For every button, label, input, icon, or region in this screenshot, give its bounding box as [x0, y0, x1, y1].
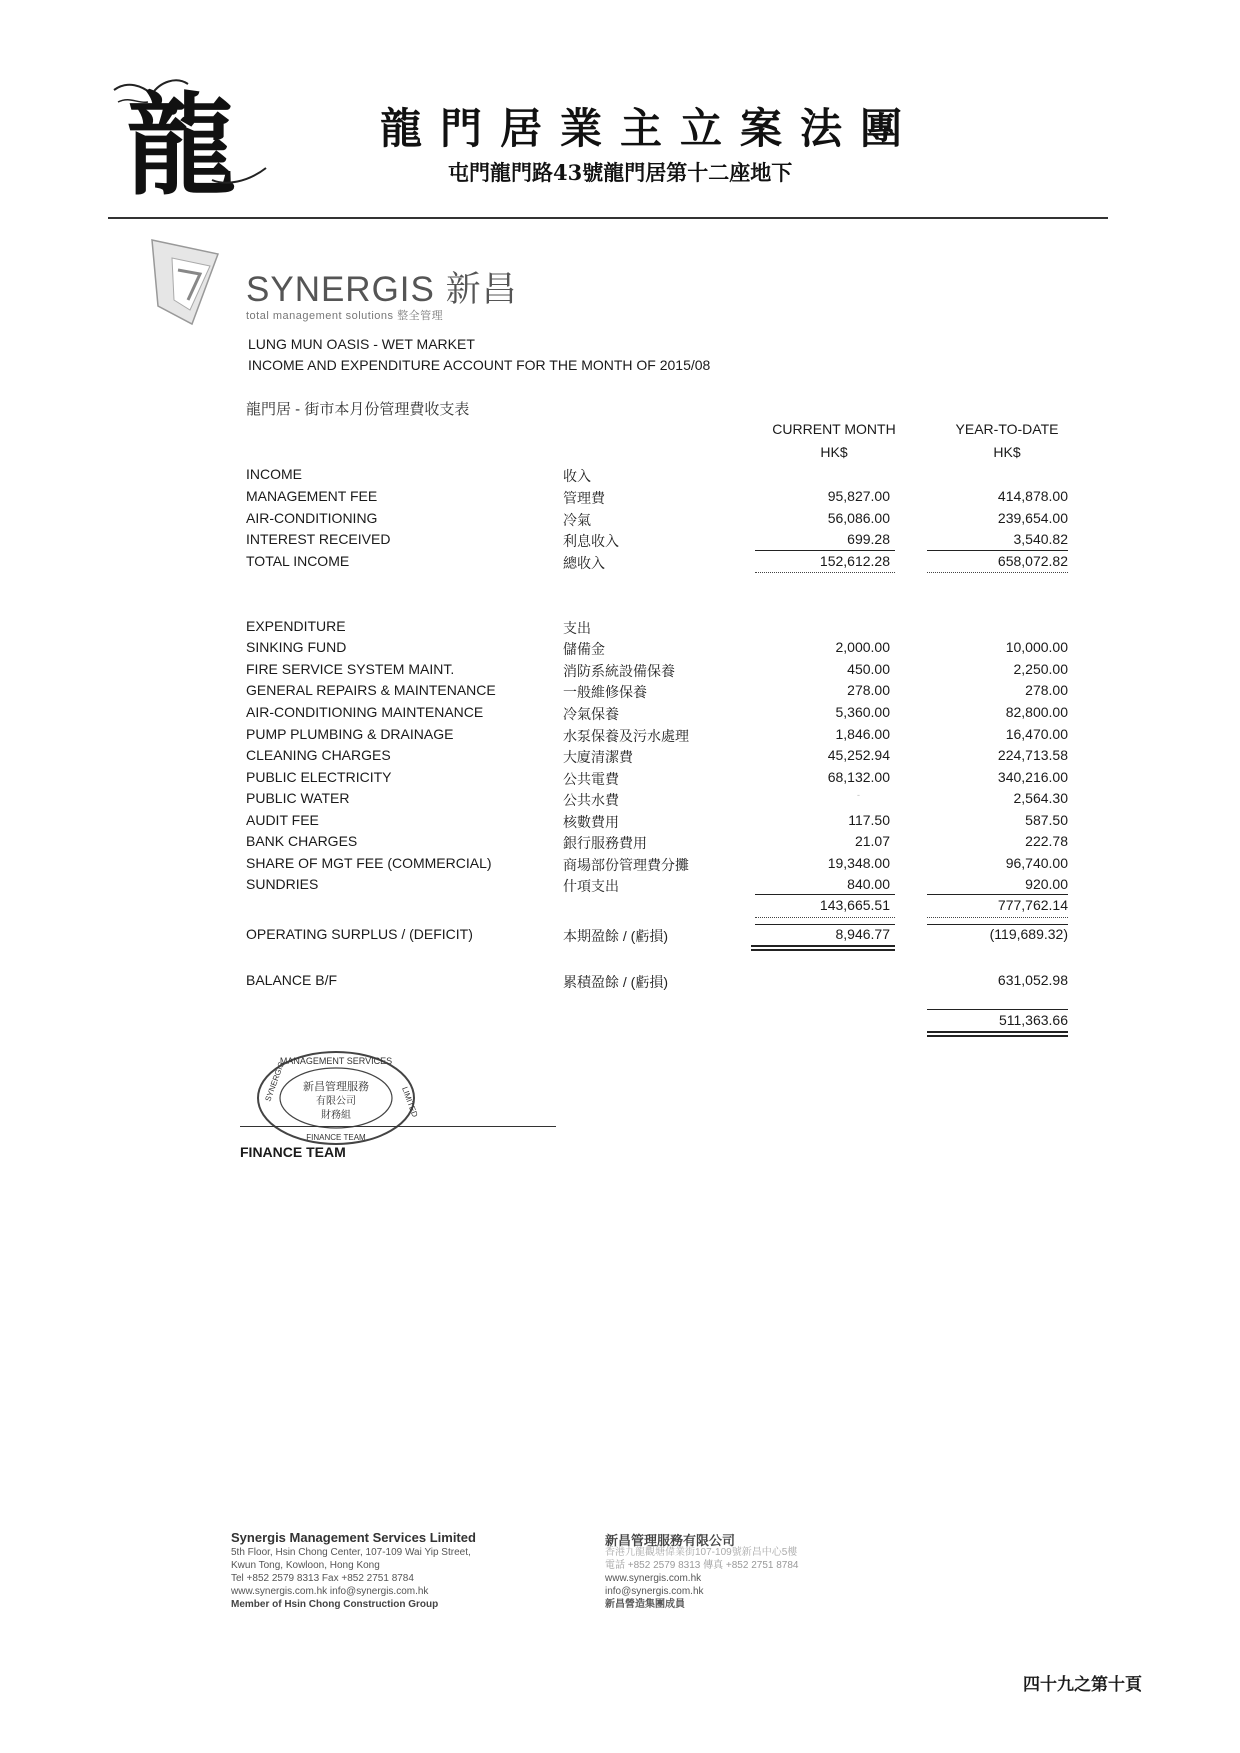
- corporation-address: 屯門龍門路43號龍門居第十二座地下: [448, 160, 793, 185]
- row-current-month: 45,252.94: [827, 747, 890, 763]
- surplus-row: [0, 926, 1240, 947]
- subtotal-rule-ytd: [927, 550, 1068, 551]
- col-current-month-header: CURRENT MONTH: [772, 421, 896, 437]
- table-row: [0, 855, 1240, 876]
- row-label: PUBLIC WATER: [246, 790, 350, 806]
- total-income-row: [0, 553, 1240, 574]
- stamp-ring-left: SYNERGIS: [263, 1060, 287, 1103]
- total-dotted-rule-current: [755, 917, 895, 918]
- row-current-month: 1,846.00: [835, 726, 890, 742]
- row-label: MANAGEMENT FEE: [246, 488, 378, 504]
- footer-email-zh: info@synergis.com.hk: [605, 1586, 704, 1597]
- total-expenditure-current-month: 143,665.51: [819, 897, 890, 913]
- row-ytd: 224,713.58: [997, 747, 1068, 763]
- table-row: [0, 747, 1240, 768]
- balance-bf-label-zh: 累積盈餘 / (虧損): [563, 974, 668, 990]
- footer-company-en: Synergis Management Services Limited: [231, 1530, 476, 1545]
- row-label: BANK CHARGES: [246, 833, 358, 849]
- surplus-current-month: 8,946.77: [835, 926, 890, 942]
- table-row: [0, 531, 1240, 552]
- surplus-ytd: (119,689.32): [989, 926, 1068, 942]
- table-row: [0, 661, 1240, 682]
- row-label-zh: 公共水費: [563, 792, 619, 808]
- balance-bf-ytd: 631,052.98: [997, 972, 1068, 988]
- row-current-month: 56,086.00: [827, 510, 890, 526]
- row-label: SHARE OF MGT FEE (COMMERCIAL): [246, 855, 492, 871]
- surplus-label-zh: 本期盈餘 / (虧損): [563, 928, 668, 944]
- expenditure-heading: EXPENDITURE: [246, 618, 346, 634]
- row-current-month: -: [857, 790, 860, 800]
- row-ytd: 920.00: [1025, 876, 1068, 892]
- row-current-month: 699.28: [847, 531, 890, 547]
- surplus-double-rule-2: [751, 949, 895, 951]
- row-label: FIRE SERVICE SYSTEM MAINT.: [246, 661, 455, 677]
- balance-bf-label: BALANCE B/F: [246, 972, 338, 988]
- row-label-zh: 商場部份管理費分攤: [563, 857, 689, 873]
- footer-web-en: www.synergis.com.hk info@synergis.com.hk: [231, 1586, 429, 1597]
- row-ytd: 10,000.00: [1005, 639, 1068, 655]
- row-current-month: 2,000.00: [835, 639, 890, 655]
- total-expenditure-ytd: 777,762.14: [997, 897, 1068, 913]
- row-label-zh: 核數費用: [563, 814, 619, 830]
- income-heading-row: [0, 466, 1240, 487]
- row-label-zh: 管理費: [563, 490, 605, 506]
- footer-member-zh: 新昌營造集團成員: [605, 1599, 685, 1610]
- stamp-ring-bottom: FINANCE TEAM: [306, 1133, 366, 1142]
- income-heading: INCOME: [246, 466, 302, 482]
- row-current-month: 5,360.00: [835, 704, 890, 720]
- synergis-tagline: total management solutions 整全管理: [246, 310, 444, 322]
- total-income-ytd: 658,072.82: [997, 553, 1068, 569]
- surplus-top-rule-current: [755, 924, 895, 925]
- surplus-label: OPERATING SURPLUS / (DEFICIT): [246, 926, 473, 942]
- balance-cf-top-rule: [927, 1009, 1068, 1010]
- stamp-center-1: 新昌管理服務: [303, 1080, 369, 1093]
- signature-label: FINANCE TEAM: [240, 1144, 346, 1160]
- stamp-ring-right: LIMITED: [400, 1085, 420, 1119]
- report-entity: LUNG MUN OASIS - WET MARKET: [248, 336, 475, 352]
- row-ytd: 96,740.00: [1005, 855, 1068, 871]
- row-label-zh: 冷氣保養: [563, 706, 619, 722]
- table-row: [0, 639, 1240, 660]
- stamp-center-2: 有限公司: [316, 1096, 356, 1107]
- footer-address-zh: 香港九龍觀塘偉業街107-109號新昌中心5樓: [605, 1547, 798, 1558]
- expenditure-heading-row: [0, 618, 1240, 639]
- expenditure-heading-zh: 支出: [563, 620, 591, 636]
- footer-web-zh: www.synergis.com.hk: [605, 1573, 702, 1584]
- row-label: AIR-CONDITIONING MAINTENANCE: [246, 704, 484, 720]
- col-current-month-currency: HK$: [820, 444, 848, 460]
- surplus-top-rule-ytd: [927, 924, 1068, 925]
- row-label: PUBLIC ELECTRICITY: [246, 769, 392, 785]
- table-row: [0, 790, 1240, 811]
- subtotal-rule-ytd: [927, 894, 1068, 895]
- row-ytd: 2,250.00: [1013, 661, 1068, 677]
- row-label: SINKING FUND: [246, 639, 347, 655]
- table-row: [0, 726, 1240, 747]
- row-current-month: 840.00: [847, 876, 890, 892]
- row-current-month: 117.50: [848, 812, 890, 828]
- total-dotted-rule-ytd: [927, 917, 1068, 918]
- dragon-logo-icon: [108, 72, 273, 210]
- total-income-current-month: 152,612.28: [819, 553, 890, 569]
- row-label: INTEREST RECEIVED: [246, 531, 391, 547]
- company-stamp: [256, 1048, 420, 1148]
- subtotal-rule-current: [755, 550, 895, 551]
- row-current-month: 278.00: [847, 682, 890, 698]
- table-row: [0, 488, 1240, 509]
- row-ytd: 587.50: [1025, 812, 1068, 828]
- footer-member-en: Member of Hsin Chong Construction Group: [231, 1599, 439, 1610]
- subtotal-rule-current: [755, 894, 895, 895]
- row-ytd: 16,470.00: [1005, 726, 1068, 742]
- stamp-ring-top: MANAGEMENT SERVICES: [279, 1056, 393, 1066]
- footer-phone-en: Tel +852 2579 8313 Fax +852 2751 8784: [231, 1573, 414, 1584]
- row-label: GENERAL REPAIRS & MAINTENANCE: [246, 682, 496, 698]
- balance-bf-row: [0, 972, 1240, 993]
- synergis-wordmark: SYNERGIS 新昌: [246, 270, 518, 309]
- row-label-zh: 銀行服務費用: [563, 835, 647, 851]
- row-label: CLEANING CHARGES: [246, 747, 391, 763]
- row-ytd: 278.00: [1025, 682, 1068, 698]
- footer-company-zh: 新昌管理服務有限公司: [605, 1533, 736, 1548]
- row-label-zh: 儲備金: [563, 641, 605, 657]
- row-label-zh: 冷氣: [563, 512, 591, 528]
- header-divider: [108, 217, 1108, 219]
- row-ytd: 340,216.00: [997, 769, 1068, 785]
- row-label-zh: 大廈清潔費: [563, 749, 633, 765]
- table-row: [0, 510, 1240, 531]
- col-ytd-header: YEAR-TO-DATE: [955, 421, 1059, 437]
- row-current-month: 95,827.00: [827, 488, 890, 504]
- row-ytd: 82,800.00: [1005, 704, 1068, 720]
- row-label: AUDIT FEE: [246, 812, 319, 828]
- row-current-month: 21.07: [854, 833, 890, 849]
- row-label-zh: 利息收入: [563, 533, 619, 549]
- row-ytd: 3,540.82: [1013, 531, 1068, 547]
- balance-cf-row: [0, 1012, 1240, 1033]
- row-label-zh: 公共電費: [563, 771, 619, 787]
- row-label: AIR-CONDITIONING: [246, 510, 378, 526]
- row-current-month: 68,132.00: [827, 769, 890, 785]
- row-label: PUMP PLUMBING & DRAINAGE: [246, 726, 454, 742]
- balance-cf-ytd: 511,363.66: [998, 1012, 1068, 1028]
- footer-address-en-1: 5th Floor, Hsin Chong Center, 107-109 Wai Yip Street,: [231, 1547, 471, 1558]
- table-row: [0, 769, 1240, 790]
- row-current-month: 450.00: [847, 661, 890, 677]
- row-ytd: 414,878.00: [997, 488, 1068, 504]
- stamp-center-3: 財務組: [321, 1110, 351, 1121]
- row-label: SUNDRIES: [246, 876, 319, 892]
- col-ytd-currency: HK$: [993, 444, 1021, 460]
- table-row: [0, 704, 1240, 725]
- footer-phone-zh: 電話 +852 2579 8313 傳真 +852 2751 8784: [605, 1560, 799, 1571]
- footer-address-en-2: Kwun Tong, Kowloon, Hong Kong: [231, 1560, 380, 1571]
- table-row: [0, 682, 1240, 703]
- page-number: 四十九之第十頁: [1023, 1675, 1142, 1695]
- report-chinese-title: 龍門居 - 街市本月份管理費收支表: [246, 401, 470, 418]
- row-label-zh: 一般維修保養: [563, 684, 647, 700]
- total-expenditure-row: [0, 897, 1240, 918]
- total-dotted-rule-current: [755, 572, 895, 573]
- row-ytd: 2,564.30: [1013, 790, 1068, 806]
- row-ytd: 239,654.00: [997, 510, 1068, 526]
- surplus-double-rule-1: [751, 945, 895, 947]
- corporation-title: 龍門居業主立案法團: [380, 104, 921, 153]
- synergis-logo-icon: [148, 236, 240, 328]
- row-label-zh: 水泵保養及污水處理: [563, 728, 689, 744]
- row-label-zh: 消防系統設備保養: [563, 663, 675, 679]
- balance-cf-double-rule-1: [927, 1031, 1068, 1033]
- total-income-label: TOTAL INCOME: [246, 553, 350, 569]
- report-title: INCOME AND EXPENDITURE ACCOUNT FOR THE MONTH OF 2015/08: [248, 357, 711, 373]
- table-row: [0, 833, 1240, 854]
- total-income-label-zh: 總收入: [563, 555, 605, 571]
- signature-line: [240, 1126, 556, 1127]
- row-current-month: 19,348.00: [827, 855, 890, 871]
- table-row: [0, 812, 1240, 833]
- income-heading-zh: 收入: [563, 468, 591, 484]
- total-dotted-rule-ytd: [927, 572, 1068, 573]
- balance-cf-double-rule-2: [927, 1035, 1068, 1037]
- row-label-zh: 什項支出: [563, 878, 619, 894]
- logo-glyph: 龍: [126, 81, 236, 210]
- row-ytd: 222.78: [1025, 833, 1068, 849]
